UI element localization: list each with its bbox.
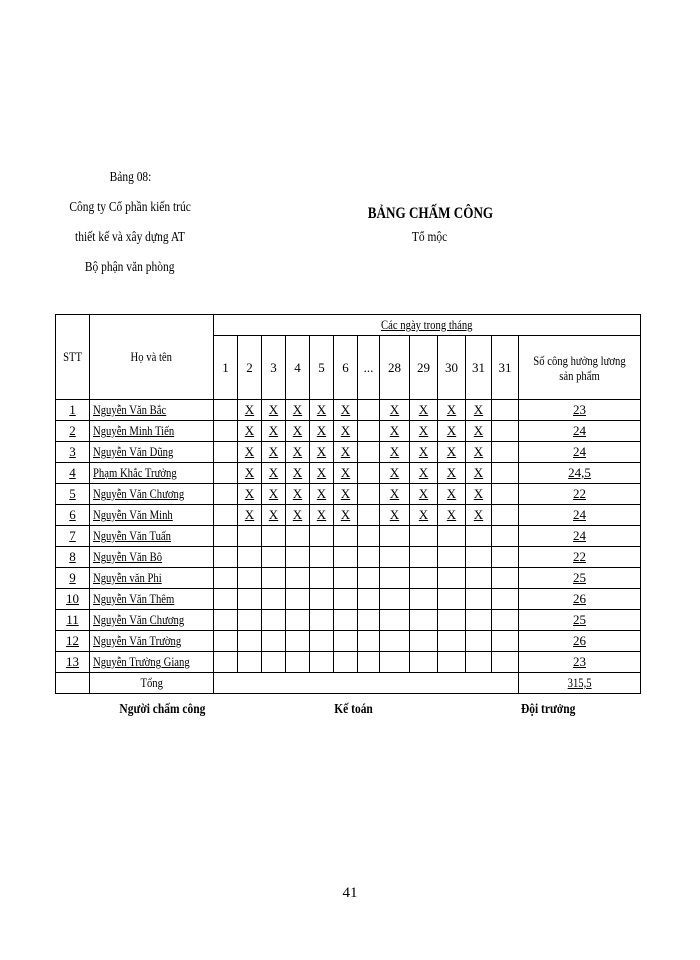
day-mark <box>466 568 492 589</box>
day-mark: X <box>262 505 286 526</box>
day-mark: X <box>238 442 262 463</box>
day-mark <box>492 400 519 421</box>
day-mark <box>238 652 262 673</box>
day-mark <box>358 610 380 631</box>
row-stt: 11 <box>56 610 90 631</box>
row-name: Nguyễn Văn Thêm <box>90 589 214 610</box>
day-mark <box>214 631 238 652</box>
row-total: 22 <box>519 547 641 568</box>
day-mark <box>410 547 438 568</box>
day-mark: X <box>380 421 410 442</box>
day-mark <box>492 610 519 631</box>
day-mark <box>358 442 380 463</box>
day-mark: X <box>334 421 358 442</box>
day-header: 29 <box>410 336 438 400</box>
day-mark: X <box>262 442 286 463</box>
row-name: Phạm Khắc Trưởng <box>90 463 214 484</box>
day-mark <box>492 589 519 610</box>
day-mark <box>492 463 519 484</box>
row-total: 24 <box>519 505 641 526</box>
day-mark <box>492 547 519 568</box>
day-header: 30 <box>438 336 466 400</box>
day-mark <box>334 568 358 589</box>
row-stt: 8 <box>56 547 90 568</box>
row-name: Nguyễn Văn Chương <box>90 484 214 505</box>
day-mark: X <box>380 442 410 463</box>
day-mark <box>238 547 262 568</box>
day-mark <box>214 610 238 631</box>
company-line-2: thiết kế và xây dựng AT <box>75 230 185 245</box>
day-header: 2 <box>238 336 262 400</box>
day-mark: X <box>334 505 358 526</box>
row-total: 24,5 <box>519 463 641 484</box>
day-mark: X <box>310 505 334 526</box>
day-mark <box>286 526 310 547</box>
day-mark: X <box>438 400 466 421</box>
total-row <box>56 673 641 694</box>
row-name: Nguyễn Văn Minh <box>90 505 214 526</box>
day-mark <box>214 421 238 442</box>
day-mark <box>310 610 334 631</box>
day-mark <box>410 568 438 589</box>
day-mark <box>380 610 410 631</box>
day-mark <box>262 547 286 568</box>
day-mark <box>438 652 466 673</box>
day-mark: X <box>380 505 410 526</box>
day-mark: X <box>466 442 492 463</box>
day-mark <box>334 526 358 547</box>
day-mark <box>262 526 286 547</box>
row-name: Nguyễn Văn Bô <box>90 547 214 568</box>
day-mark <box>380 568 410 589</box>
header-name: Họ và tên <box>90 315 214 400</box>
day-mark: X <box>334 484 358 505</box>
day-mark <box>358 484 380 505</box>
row-stt: 9 <box>56 568 90 589</box>
day-mark <box>380 589 410 610</box>
table-row <box>56 400 641 421</box>
day-mark <box>358 526 380 547</box>
day-mark: X <box>238 505 262 526</box>
day-mark <box>214 589 238 610</box>
day-mark <box>466 589 492 610</box>
day-mark <box>238 568 262 589</box>
day-mark <box>380 526 410 547</box>
day-mark: X <box>438 505 466 526</box>
day-mark <box>310 526 334 547</box>
day-header: 5 <box>310 336 334 400</box>
day-mark: X <box>438 421 466 442</box>
row-name: Nguyễn Văn Dũng <box>90 442 214 463</box>
day-mark: X <box>238 484 262 505</box>
day-mark: X <box>286 400 310 421</box>
day-mark <box>358 652 380 673</box>
table-row <box>56 610 641 631</box>
day-mark: X <box>286 484 310 505</box>
table-row <box>56 589 641 610</box>
day-mark <box>438 610 466 631</box>
day-mark: X <box>310 484 334 505</box>
day-mark: X <box>310 421 334 442</box>
day-mark <box>492 568 519 589</box>
day-mark <box>238 526 262 547</box>
day-mark <box>438 568 466 589</box>
day-mark <box>310 568 334 589</box>
total-value: 315,5 <box>519 673 641 694</box>
day-mark <box>286 652 310 673</box>
row-total: 24 <box>519 442 641 463</box>
row-stt: 4 <box>56 463 90 484</box>
day-mark: X <box>410 442 438 463</box>
day-mark <box>214 526 238 547</box>
total-stt-empty <box>56 673 90 694</box>
document-title: BẢNG CHẤM CÔNG <box>367 205 493 222</box>
day-mark <box>492 652 519 673</box>
timesheet-table <box>55 314 641 694</box>
table-row <box>56 547 641 568</box>
day-mark: X <box>286 442 310 463</box>
day-header: 4 <box>286 336 310 400</box>
day-mark: X <box>238 421 262 442</box>
day-mark <box>334 652 358 673</box>
day-header: 28 <box>380 336 410 400</box>
day-mark: X <box>466 421 492 442</box>
day-mark <box>410 631 438 652</box>
day-mark <box>358 547 380 568</box>
day-mark: X <box>380 484 410 505</box>
day-mark <box>438 547 466 568</box>
row-total: 23 <box>519 652 641 673</box>
day-mark <box>438 589 466 610</box>
day-mark <box>262 589 286 610</box>
total-days-empty <box>214 673 519 694</box>
day-mark: X <box>380 463 410 484</box>
day-mark <box>214 652 238 673</box>
day-mark: X <box>438 463 466 484</box>
day-mark <box>438 631 466 652</box>
day-mark: X <box>466 505 492 526</box>
day-mark: X <box>410 505 438 526</box>
day-mark <box>410 610 438 631</box>
day-mark <box>358 463 380 484</box>
table-row <box>56 568 641 589</box>
row-stt: 5 <box>56 484 90 505</box>
row-name: Nguyễn Văn Tuấn <box>90 526 214 547</box>
table-row <box>56 631 641 652</box>
row-total: 24 <box>519 421 641 442</box>
day-mark <box>286 610 310 631</box>
day-mark: X <box>238 400 262 421</box>
row-total: 25 <box>519 610 641 631</box>
day-mark <box>238 589 262 610</box>
table-row <box>56 484 641 505</box>
day-mark <box>286 568 310 589</box>
day-mark <box>334 589 358 610</box>
day-mark: X <box>466 400 492 421</box>
table-row <box>56 526 641 547</box>
row-name: Nguyễn Văn Chương <box>90 610 214 631</box>
row-total: 25 <box>519 568 641 589</box>
table-row <box>56 505 641 526</box>
day-mark <box>358 421 380 442</box>
day-mark <box>214 400 238 421</box>
day-mark <box>380 547 410 568</box>
row-total: 24 <box>519 526 641 547</box>
day-mark <box>358 400 380 421</box>
day-mark <box>380 631 410 652</box>
day-mark: X <box>466 484 492 505</box>
day-mark <box>262 652 286 673</box>
row-total: 22 <box>519 484 641 505</box>
row-stt: 13 <box>56 652 90 673</box>
day-mark: X <box>310 400 334 421</box>
day-mark <box>238 610 262 631</box>
day-mark: X <box>334 442 358 463</box>
day-mark <box>334 610 358 631</box>
day-mark <box>310 631 334 652</box>
day-mark <box>438 526 466 547</box>
day-mark <box>410 589 438 610</box>
row-name: Nguyễn Văn Bắc <box>90 400 214 421</box>
row-stt: 12 <box>56 631 90 652</box>
day-mark <box>492 505 519 526</box>
day-mark <box>358 568 380 589</box>
header-stt: STT <box>56 315 90 400</box>
table-ref: Bảng 08: <box>109 170 151 185</box>
day-mark: X <box>438 484 466 505</box>
day-mark: X <box>286 505 310 526</box>
document-subtitle: Tổ mộc <box>412 230 448 245</box>
day-mark: X <box>286 463 310 484</box>
day-mark: X <box>410 484 438 505</box>
day-mark: X <box>286 421 310 442</box>
row-stt: 3 <box>56 442 90 463</box>
title-block <box>330 200 530 248</box>
day-mark <box>492 631 519 652</box>
day-mark <box>492 442 519 463</box>
day-mark <box>380 652 410 673</box>
day-mark: X <box>334 463 358 484</box>
day-mark <box>286 547 310 568</box>
company-header <box>50 163 210 283</box>
day-mark <box>214 463 238 484</box>
row-name: Nguyễn Văn Trường <box>90 631 214 652</box>
day-mark <box>286 631 310 652</box>
row-name: Nguyễn Trường Giang <box>90 652 214 673</box>
day-mark <box>310 547 334 568</box>
total-header: Số công hưởng lương sản phẩm <box>519 336 641 400</box>
day-header: 1 <box>214 336 238 400</box>
day-mark: X <box>466 463 492 484</box>
day-mark: X <box>334 400 358 421</box>
day-mark <box>466 652 492 673</box>
day-mark <box>214 505 238 526</box>
signature-timekeeper: Người chấm công <box>119 702 206 717</box>
day-mark <box>492 526 519 547</box>
signature-team-leader: Đội trưởng <box>520 702 576 717</box>
day-mark: X <box>410 463 438 484</box>
day-mark: X <box>410 400 438 421</box>
row-stt: 2 <box>56 421 90 442</box>
day-mark <box>334 547 358 568</box>
day-mark: X <box>410 421 438 442</box>
row-total: 26 <box>519 631 641 652</box>
day-mark <box>492 421 519 442</box>
day-mark: X <box>262 421 286 442</box>
day-mark <box>358 589 380 610</box>
day-mark <box>214 568 238 589</box>
table-row <box>56 652 641 673</box>
signature-accountant: Kế toán <box>334 702 373 717</box>
day-mark: X <box>438 442 466 463</box>
day-mark <box>492 484 519 505</box>
table-row <box>56 463 641 484</box>
row-name: Nguyễn văn Phi <box>90 568 214 589</box>
table-row <box>56 421 641 442</box>
day-mark <box>310 652 334 673</box>
row-total: 23 <box>519 400 641 421</box>
day-mark <box>358 631 380 652</box>
day-mark <box>238 631 262 652</box>
row-stt: 6 <box>56 505 90 526</box>
day-header: 31 <box>466 336 492 400</box>
day-mark <box>262 631 286 652</box>
table-row <box>56 442 641 463</box>
day-mark: X <box>262 400 286 421</box>
row-stt: 1 <box>56 400 90 421</box>
row-stt: 7 <box>56 526 90 547</box>
header-days-group: Các ngày trong tháng <box>214 315 641 336</box>
day-mark <box>262 568 286 589</box>
day-mark: X <box>310 442 334 463</box>
total-label: Tổng <box>90 673 214 694</box>
department: Bộ phận văn phòng <box>85 260 175 275</box>
row-total: 26 <box>519 589 641 610</box>
day-mark <box>466 526 492 547</box>
day-header: ... <box>358 336 380 400</box>
day-header: 31 <box>492 336 519 400</box>
day-mark: X <box>310 463 334 484</box>
day-mark <box>334 631 358 652</box>
day-mark: X <box>262 463 286 484</box>
day-mark: X <box>380 400 410 421</box>
day-mark <box>214 442 238 463</box>
company-line-1: Công ty Cổ phần kiến trúc <box>69 200 191 215</box>
day-mark <box>466 631 492 652</box>
day-mark: X <box>238 463 262 484</box>
day-mark <box>214 547 238 568</box>
day-header: 6 <box>334 336 358 400</box>
day-mark <box>310 589 334 610</box>
row-stt: 10 <box>56 589 90 610</box>
day-mark <box>466 610 492 631</box>
page-number: 41 <box>342 885 358 901</box>
day-mark <box>358 505 380 526</box>
day-mark <box>214 484 238 505</box>
day-mark <box>466 547 492 568</box>
day-mark <box>262 610 286 631</box>
row-name: Nguyễn Minh Tiến <box>90 421 214 442</box>
day-mark <box>286 589 310 610</box>
day-mark <box>410 526 438 547</box>
day-mark: X <box>262 484 286 505</box>
day-mark <box>410 652 438 673</box>
day-header: 3 <box>262 336 286 400</box>
